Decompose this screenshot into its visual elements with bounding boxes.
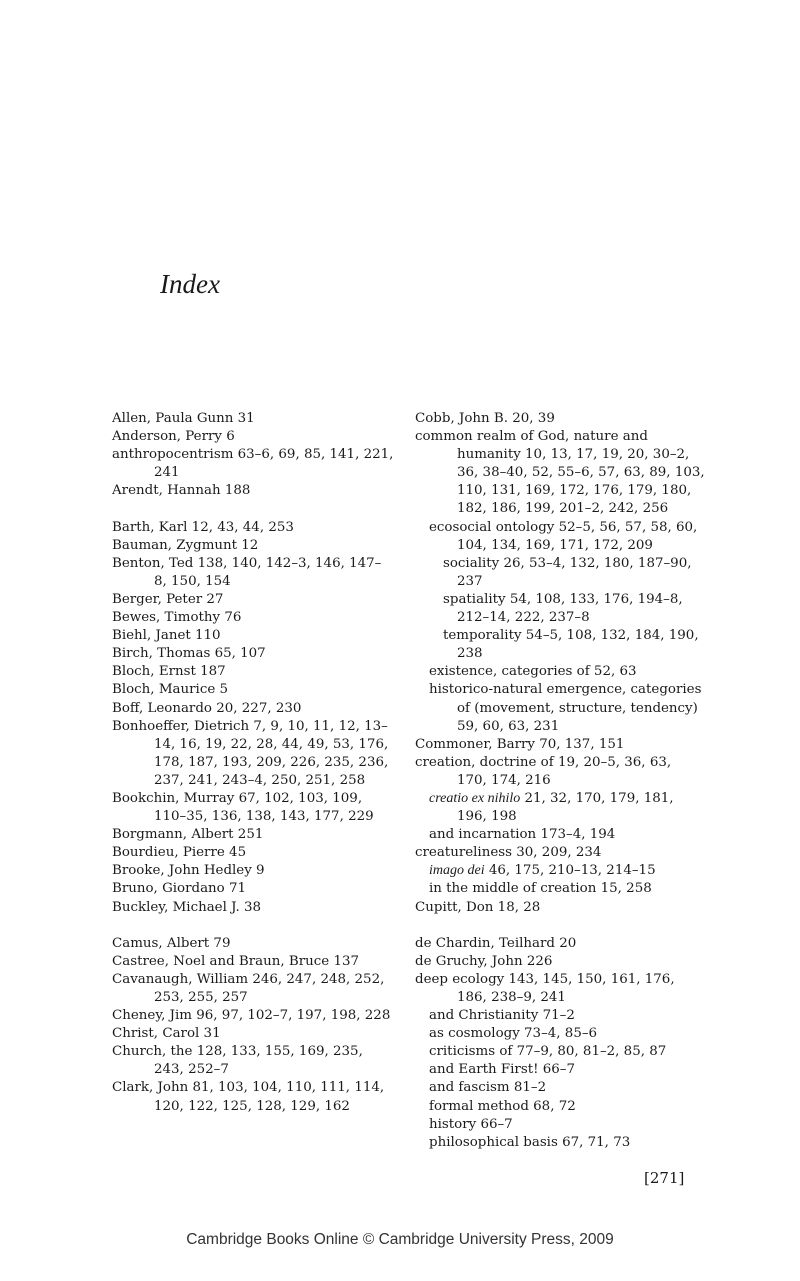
entry-text: creation, doctrine of 19, 20–5, 36, 63, 170, 174, 216: [415, 754, 672, 788]
index-entry: [415, 899, 705, 917]
index-entry: [112, 1025, 394, 1043]
entry-text: deep ecology 143, 145, 150, 161, 176, 186, 238–9, 241: [415, 971, 675, 1005]
index-subentry: [415, 1061, 705, 1079]
index-subentry: [415, 826, 705, 844]
index-subentry: [415, 591, 705, 627]
footer-copyright: Cambridge Books Online © Cambridge University Press, 2009: [186, 1231, 614, 1248]
page-title: Index: [160, 269, 220, 299]
index-subentry: [415, 1079, 705, 1097]
entry-text: Bloch, Maurice 5: [112, 682, 229, 698]
entry-text: 46, 175, 210–13, 214–15: [484, 863, 656, 879]
index-entry: [415, 754, 705, 790]
index-entry: [112, 645, 394, 663]
entry-text: criticisms of 77–9, 80, 81–2, 85, 87: [429, 1044, 667, 1060]
entry-italic-term: imago dei: [429, 863, 485, 879]
index-entry: [415, 736, 705, 754]
entry-text: de Gruchy, John 226: [415, 953, 553, 969]
index-entry: [415, 410, 705, 428]
index-entry: [415, 971, 705, 1007]
index-column-right: [415, 410, 705, 1152]
entry-text: Commoner, Barry 70, 137, 151: [415, 736, 625, 752]
entry-text: Clark, John 81, 103, 104, 110, 111, 114, 120, 122, 125, 128, 129, 162: [112, 1080, 385, 1114]
entry-text: Berger, Peter 27: [112, 591, 224, 607]
entry-text: Castree, Noel and Braun, Bruce 137: [112, 953, 360, 969]
page-number: [271]: [644, 1169, 685, 1187]
entry-text: Allen, Paula Gunn 31: [112, 411, 255, 426]
entry-text: and Christianity 71–2: [429, 1008, 575, 1024]
index-entry: [112, 862, 394, 880]
entry-text: spatiality 54, 108, 133, 176, 194–8, 212–14, 222, 237–8: [443, 591, 683, 626]
entry-text: temporality 54–5, 108, 132, 184, 190, 238: [443, 628, 699, 662]
entry-text: as cosmology 73–4, 85–6: [429, 1026, 598, 1042]
entry-text: history 66–7: [429, 1116, 513, 1132]
index-entry: [112, 1007, 394, 1025]
index-entry: [112, 899, 394, 917]
index-entry: [112, 718, 394, 790]
index-subentry: [415, 681, 705, 735]
index-entry: [112, 1079, 394, 1115]
entry-text: and Earth First! 66–7: [429, 1062, 575, 1078]
entry-text: Bewes, Timothy 76: [112, 610, 242, 626]
entry-text: Barth, Karl 12, 43, 44, 253: [112, 519, 294, 535]
index-entry: [415, 844, 705, 862]
index-entry: [112, 555, 394, 591]
entry-text: Borgmann, Albert 251: [112, 827, 264, 843]
index-entry: [112, 880, 394, 898]
entry-text: Bonhoeffer, Dietrich 7, 9, 10, 11, 12, 13–14, 16, 19, 22, 28, 44, 49, 53, 176, 178, 187, 193, 209, 226, 235, 236, 237, 241, 243–4, 250, 251, 258: [112, 718, 389, 788]
index-subentry: [415, 790, 705, 826]
entry-text: existence, categories of 52, 63: [429, 664, 637, 680]
index-entry: [112, 790, 394, 826]
entry-text: Cheney, Jim 96, 97, 102–7, 197, 198, 228: [112, 1008, 391, 1024]
index-subentry: [415, 1116, 705, 1134]
entry-text: Brooke, John Hedley 9: [112, 863, 265, 879]
entry-gap: [415, 917, 705, 935]
entry-text: philosophical basis 67, 71, 73: [429, 1134, 631, 1150]
index-subentry: [415, 1134, 705, 1152]
index-entry: [112, 953, 394, 971]
index-subentry: [415, 555, 705, 591]
entry-text: Anderson, Perry 6: [112, 429, 235, 445]
entry-text: Buckley, Michael J. 38: [112, 899, 262, 915]
entry-text: Boff, Leonardo 20, 227, 230: [112, 700, 302, 716]
entry-text: Cobb, John B. 20, 39: [415, 411, 555, 426]
index-entry: [112, 935, 394, 953]
index-entry: [112, 971, 394, 1007]
entry-text: Cupitt, Don 18, 28: [415, 899, 541, 915]
index-entry: [112, 428, 394, 446]
entry-text: 21, 32, 170, 179, 181, 196, 198: [457, 790, 674, 825]
entry-text: Bookchin, Murray 67, 102, 103, 109, 110–35, 136, 138, 143, 177, 229: [112, 790, 374, 825]
index-entry: [415, 953, 705, 971]
index-entry: [415, 935, 705, 953]
entry-text: and fascism 81–2: [429, 1080, 547, 1096]
entry-text: Church, the 128, 133, 155, 169, 235, 243, 252–7: [112, 1044, 363, 1078]
entry-text: Bruno, Giordano 71: [112, 881, 247, 897]
index-entry: [112, 844, 394, 862]
index-subentry: [415, 1025, 705, 1043]
index-subentry: [415, 862, 705, 880]
entry-text: sociality 26, 53–4, 132, 180, 187–90, 237: [443, 555, 692, 589]
index-entry: [112, 627, 394, 645]
entry-text: Birch, Thomas 65, 107: [112, 646, 266, 662]
entry-text: anthropocentrism 63–6, 69, 85, 141, 221, 241: [112, 447, 394, 481]
entry-text: Cavanaugh, William 246, 247, 248, 252, 253, 255, 257: [112, 971, 385, 1005]
entry-text: historico-natural emergence, categories of (movement, structure, tendency) 59, 60, 63, 231: [429, 682, 702, 734]
entry-text: Benton, Ted 138, 140, 142–3, 146, 147–8, 150, 154: [112, 555, 382, 589]
index-entry: [112, 537, 394, 555]
index-entry: [112, 700, 394, 718]
index-subentry: [415, 1098, 705, 1116]
entry-text: common realm of God, nature and humanity 10, 13, 17, 19, 20, 30–2, 36, 38–40, 52, 55–6, 57, 63, 89, 103, 110, 131, 169, 172, 176, 179, 180, 182, 186, 199, 201–2, 242, 256: [415, 429, 705, 517]
index-entry: [112, 410, 394, 428]
entry-text: creatureliness 30, 209, 234: [415, 845, 602, 861]
entry-text: formal method 68, 72: [429, 1098, 576, 1114]
entry-text: Bauman, Zygmunt 12: [112, 537, 259, 553]
index-subentry: [415, 1007, 705, 1025]
entry-text: de Chardin, Teilhard 20: [415, 935, 577, 951]
entry-text: Biehl, Janet 110: [112, 628, 221, 644]
index-entry: [112, 1043, 394, 1079]
entry-text: Camus, Albert 79: [112, 935, 231, 951]
entry-text: Bloch, Ernst 187: [112, 664, 226, 680]
entry-text: Arendt, Hannah 188: [112, 483, 251, 499]
index-subentry: [415, 627, 705, 663]
index-entry: [112, 446, 394, 482]
index-subentry: [415, 663, 705, 681]
entry-gap: [112, 500, 394, 518]
index-entry: [112, 591, 394, 609]
index-entry: [112, 519, 394, 537]
index-entry: [112, 826, 394, 844]
index-entry: [112, 482, 394, 500]
entry-text: Christ, Carol 31: [112, 1026, 221, 1042]
entry-italic-term: creatio ex nihilo: [429, 790, 521, 806]
entry-text: ecosocial ontology 52–5, 56, 57, 58, 60, 104, 134, 169, 171, 172, 209: [429, 519, 698, 553]
entry-gap: [112, 917, 394, 935]
index-entry: [112, 609, 394, 627]
index-entry: [112, 681, 394, 699]
entry-text: in the middle of creation 15, 258: [429, 881, 652, 897]
index-entry: [415, 428, 705, 518]
index-entry: [112, 663, 394, 681]
index-column-left: [112, 410, 394, 1116]
index-subentry: [415, 880, 705, 898]
entry-text: and incarnation 173–4, 194: [429, 827, 616, 843]
index-subentry: [415, 519, 705, 555]
entry-text: Bourdieu, Pierre 45: [112, 845, 247, 861]
index-subentry: [415, 1043, 705, 1061]
